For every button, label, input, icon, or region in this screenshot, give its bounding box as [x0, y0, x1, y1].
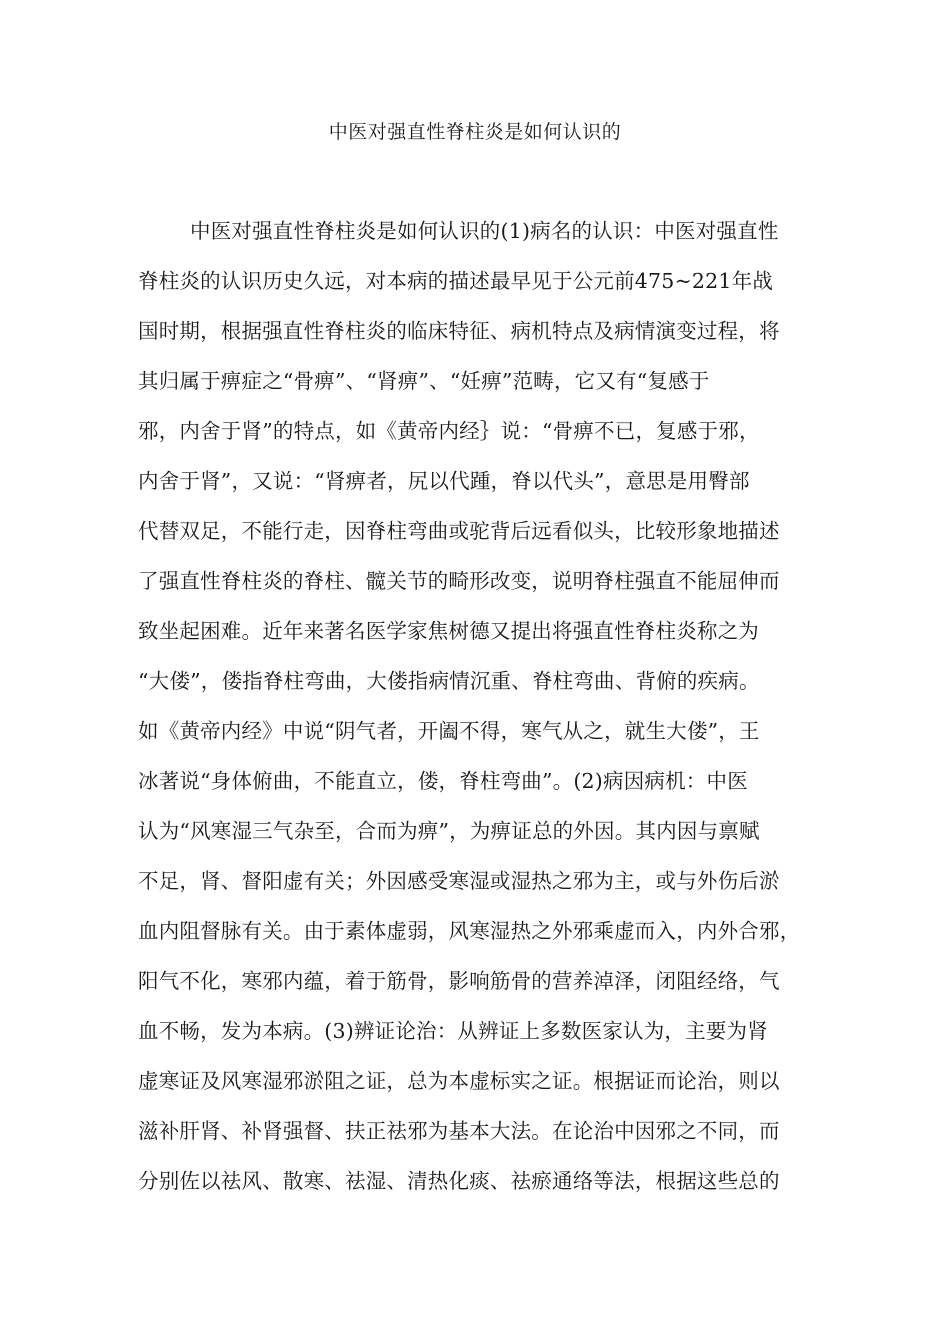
paragraph-line: 邪，内舍于肾”的特点，如《黄帝内经｝说：“骨痹不已，复感于邪， [138, 419, 760, 443]
paragraph-line: 其归属于痹症之“骨痹”、“肾痹”、“妊痹”范畴，它又有“复感于 [138, 369, 710, 393]
paragraph-line: 阳气不化，寒邪内蕴，着于筋骨，影响筋骨的营养淖泽，闭阻经络，气 [138, 969, 780, 993]
body-paragraph [138, 206, 818, 1206]
paragraph-line: 不足，肾、督阳虚有关；外因感受寒湿或湿热之邪为主，或与外伤后淤 [138, 869, 780, 893]
paragraph-line: 代替双足，不能行走，因脊柱弯曲或驼背后远看似头，比较形象地描述 [138, 519, 780, 543]
paragraph-line: 了强直性脊柱炎的脊柱、髋关节的畸形改变，说明脊柱强直不能屈伸而 [138, 569, 780, 593]
paragraph-line: 中医对强直性脊柱炎是如何认识的(1)病名的认识：中医对强直性 [190, 219, 779, 243]
paragraph-line: 虚寒证及风寒湿邪淤阻之证，总为本虚标实之证。根据证而论治，则以 [138, 1069, 780, 1093]
paragraph-line: 国时期，根据强直性脊柱炎的临床特征、病机特点及病情演变过程，将 [138, 319, 780, 343]
paragraph-line: 分别佐以祛风、散寒、祛湿、清热化痰、祛瘀通络等法，根据这些总的 [138, 1169, 780, 1193]
paragraph-line: 如《黄帝内经》中说“阴气者，开阖不得，寒气从之，就生大偻”，王 [138, 719, 760, 743]
document-title: 中医对强直性脊柱炎是如何认识的 [328, 121, 622, 143]
paragraph-line: 血内阻督脉有关。由于素体虚弱，风寒湿热之外邪乘虚而入，内外合邪， [138, 919, 801, 943]
paragraph-line: 滋补肝肾、补肾强督、扶正祛邪为基本大法。在论治中因邪之不同，而 [138, 1119, 780, 1143]
paragraph-line: 血不畅，发为本病。(3)辨证论治：从辨证上多数医家认为，主要为肾 [138, 1019, 768, 1043]
paragraph-line: 认为“风寒湿三气杂至，合而为痹”，为痹证总的外因。其内因与禀赋 [138, 819, 760, 843]
paragraph-line: 内舍于肾”，又说：“肾痹者，尻以代踵，脊以代头”，意思是用臀部 [138, 469, 750, 493]
paragraph-line: 脊柱炎的认识历史久远，对本病的描述最早见于公元前475~221年战 [138, 269, 774, 293]
paragraph-line: 冰著说“身体俯曲，不能直立，偻，脊柱弯曲”。(2)病因病机：中医 [138, 769, 748, 793]
paragraph-line: 致坐起困难。近年来著名医学家焦树德又提出将强直性脊柱炎称之为 [138, 619, 759, 643]
paragraph-line: “大偻”，偻指脊柱弯曲，大偻指病情沉重、脊柱弯曲、背俯的疾病。 [138, 669, 760, 693]
